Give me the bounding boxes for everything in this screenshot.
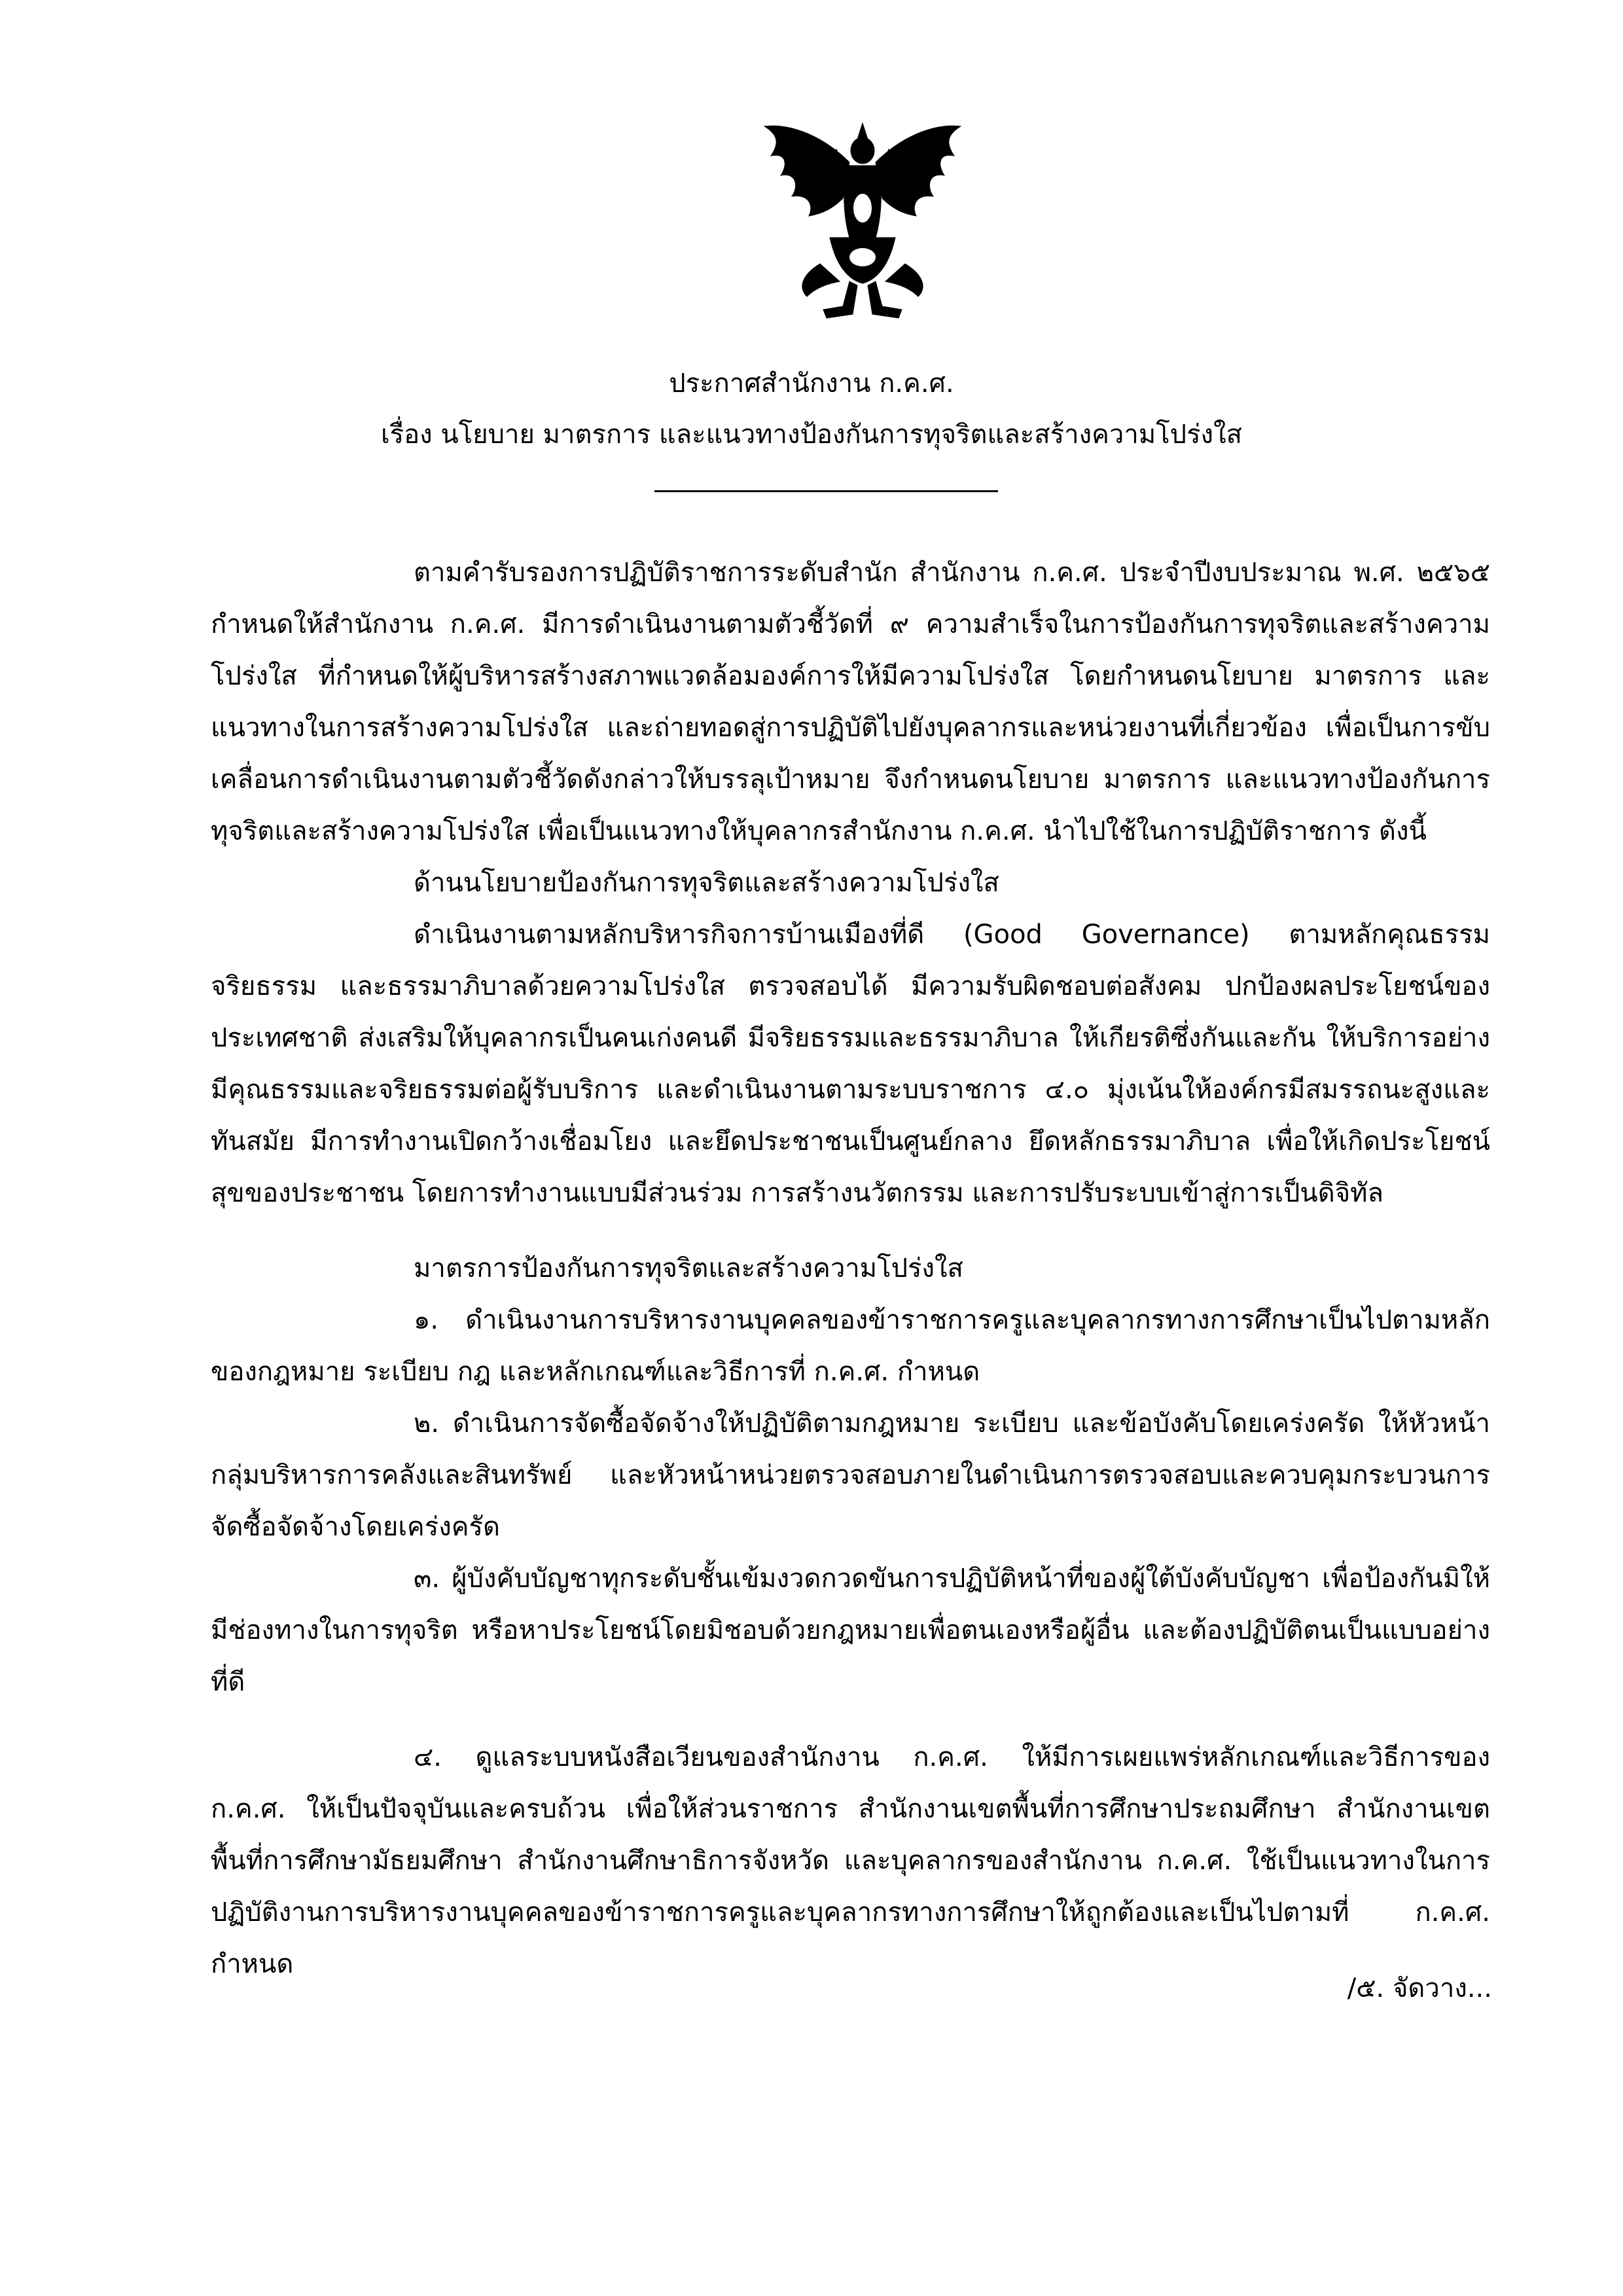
policy-heading: ด้านนโยบายป้องกันการทุจริตและสร้างความโปร่งใส bbox=[414, 868, 999, 898]
measure-item-3: ๓. ผู้บังคับบัญชาทุกระดับชั้นเข้มงวดกวดขันการปฏิบัติหน้าที่ของผู้ใต้บังคับบัญชา เพื่อป้องกันมิให้มีช่องทางในการทุจริต หรือหาประโยชน์โดยมิชอบด้วยกฎหมายเพื่อตนเองหรือผู้อื่น และต้องปฏิบัติตนเป็นแบบอย่างที่ดี bbox=[211, 1564, 1490, 1697]
garuda-emblem-icon bbox=[751, 110, 974, 326]
intro-paragraph: ตามคำรับรองการปฏิบัติราชการระดับสำนัก สำนักงาน ก.ค.ศ. ประจำปีงบประมาณ พ.ศ. ๒๕๖๕ กำหนดให้สำนักงาน ก.ค.ศ. มีการดำเนินงานตามตัวชี้วัดที่ ๙ ความสำเร็จในการป้องกันการทุจริตและสร้างความโปร่งใส ที่กำหนดให้ผู้บริหารสร้างสภาพแวดล้อมองค์การให้มีความโปร่งใส โดยกำหนดนโยบาย มาตรการ และแนวทางในการสร้างความโปร่งใส และถ่ายทอดสู่การปฏิบัติไปยังบุคลากรและหน่วยงานที่เกี่ยวข้อง เพื่อเป็นการขับเคลื่อนการดำเนินงานตามตัวชี้วัดดังกล่าวให้บรรลุเป้าหมาย จึงกำหนดนโยบาย มาตรการ และแนวทางป้องกันการทุจริตและสร้างความโปร่งใส เพื่อเป็นแนวทางให้บุคลากรสำนักงาน ก.ค.ศ. นำไปใช้ในการปฏิบัติราชการ ดังนี้ bbox=[211, 558, 1490, 846]
policy-paragraph: ดำเนินงานตามหลักบริหารกิจการบ้านเมืองที่ดี (Good Governance) ตามหลักคุณธรรม จริยธรรม และธรรมาภิบาลด้วยความโปร่งใส ตรวจสอบได้ มีความรับผิดชอบต่อสังคม ปกป้องผลประโยชน์ของประเทศชาติ ส่งเสริมให้บุคลากรเป็นคนเก่งคนดี มีจริยธรรมและธรรมาภิบาล ให้เกียรติซึ่งกันและกัน ให้บริการอย่างมีคุณธรรมและจริยธรรมต่อผู้รับบริการ และดำเนินงานตามระบบราชการ ๔.๐ มุ่งเน้นให้องค์กรมีสมรรถนะสูงและทันสมัย มีการทำงานเปิดกว้างเชื่อมโยง และยึดประชาชนเป็นศูนย์กลาง ยึดหลักธรรมาภิบาล เพื่อให้เกิดประโยชน์สุขของประชาชน โดยการทำงานแบบมีส่วนร่วม การสร้างนวัตกรรม และการปรับระบบเข้าสู่การเป็นดิจิทัล bbox=[211, 920, 1490, 1208]
measure-item-2: ๒. ดำเนินการจัดซื้อจัดจ้างให้ปฏิบัติตามกฎหมาย ระเบียบ และข้อบังคับโดยเคร่งครัด ให้หัวหน้ากลุ่มบริหารการคลังและสินทรัพย์ และหัวหน้าหน่วยตรวจสอบภายในดำเนินการตรวจสอบและควบคุมกระบวนการจัดซื้อจัดจ้างโดยเคร่งครัด bbox=[211, 1408, 1490, 1542]
measure-item-1: ๑. ดำเนินงานการบริหารงานบุคคลของข้าราชการครูและบุคลากรทางการศึกษาเป็นไปตามหลักของกฎหมาย ระเบียบ กฎ และหลักเกณฑ์และวิธีการที่ ก.ค.ศ. กำหนด bbox=[211, 1305, 1490, 1387]
document-body bbox=[211, 547, 1490, 1990]
page-continuation-marker: /๕. จัดวาง... bbox=[1347, 1973, 1492, 2003]
title-divider bbox=[654, 490, 998, 492]
measures-heading: มาตรการป้องกันการทุจริตและสร้างความโปร่งใส bbox=[414, 1253, 963, 1283]
page-title: ประกาศสำนักงาน ก.ค.ศ. bbox=[669, 368, 954, 399]
measure-item-4: ๔. ดูแลระบบหนังสือเวียนของสำนักงาน ก.ค.ศ. ให้มีการเผยแพร่หลักเกณฑ์และวิธีการของ ก.ค.ศ. ให้เป็นปัจจุบันและครบถ้วน เพื่อให้ส่วนราชการ สำนักงานเขตพื้นที่การศึกษาประถมศึกษา สำนักงานเขตพื้นที่การศึกษามัธยมศึกษา สำนักงานศึกษาธิการจังหวัด และบุคลากรของสำนักงาน ก.ค.ศ. ใช้เป็นแนวทางในการปฏิบัติงานการบริหารงานบุคคลของข้าราชการครูและบุคลากรทางการศึกษาให้ถูกต้องและเป็นไปตามที่ ก.ค.ศ. กำหนด bbox=[211, 1742, 1490, 1979]
subject-line: เรื่อง นโยบาย มาตรการ และแนวทางป้องกันการทุจริตและสร้างความโปร่งใส bbox=[380, 420, 1243, 450]
